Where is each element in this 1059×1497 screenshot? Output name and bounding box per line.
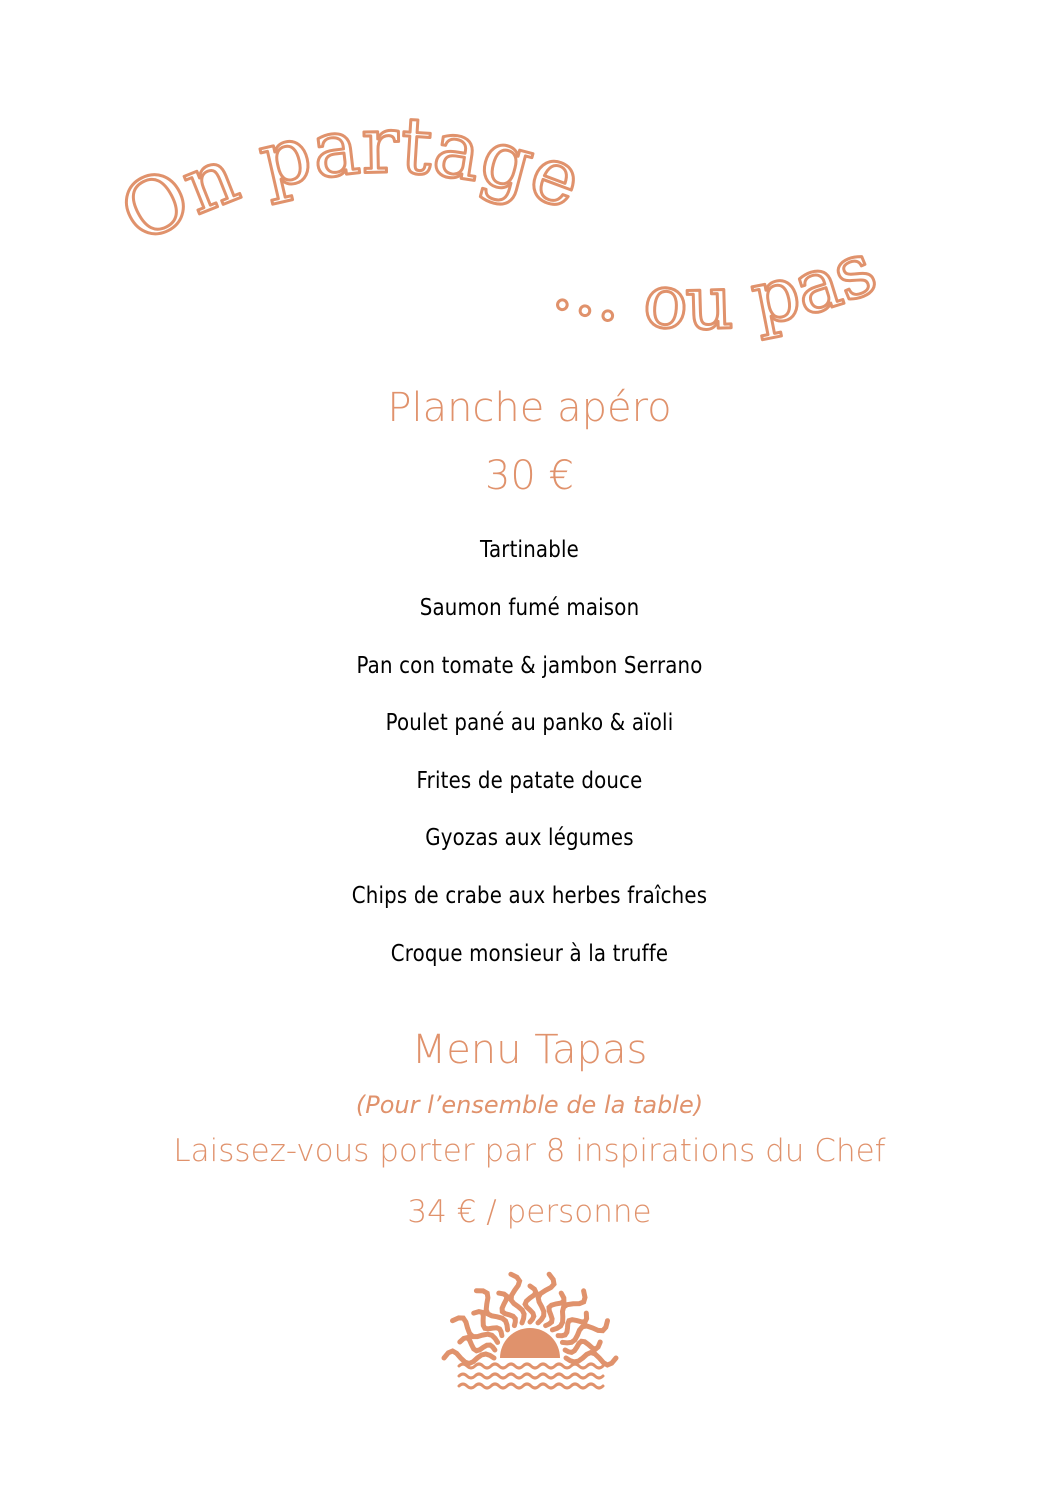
planche-price: 30 € (484, 453, 575, 499)
waves (459, 1364, 603, 1388)
list-item: Gyozas aux légumes (425, 825, 634, 851)
sun-ray (525, 1286, 536, 1322)
list-item: Frites de patate douce (416, 768, 643, 794)
sun-ray (444, 1351, 494, 1364)
list-item: Croque monsieur à la truffe (390, 941, 669, 967)
list-item: Tartinable (480, 537, 579, 563)
sun-half (500, 1328, 560, 1358)
list-item: Chips de crabe aux herbes fraîches (351, 883, 708, 909)
headline-line-1: On partage (106, 100, 593, 262)
list-item: Saumon fumé maison (419, 595, 640, 621)
tapas-note: (Pour l’ensemble de la table) (355, 1091, 704, 1119)
headline-line-2: ... ou pas (545, 225, 888, 347)
tapas-title: Menu Tapas (411, 1027, 648, 1073)
sun-over-waves-icon (437, 1270, 623, 1400)
headline (0, 0, 1059, 380)
wave-line (459, 1364, 603, 1368)
wave-line (459, 1374, 603, 1378)
sun-ray (460, 1338, 495, 1351)
tapas-price: 34 € / personne (407, 1194, 652, 1230)
list-item: Pan con tomate & jambon Serrano (356, 653, 703, 679)
tapas-description: Laissez-vous porter par 8 inspirations du Chef (173, 1133, 886, 1169)
planche-title: Planche apéro (387, 385, 672, 431)
wave-line (459, 1384, 603, 1388)
list-item: Poulet pané au panko & aïoli (385, 710, 674, 736)
